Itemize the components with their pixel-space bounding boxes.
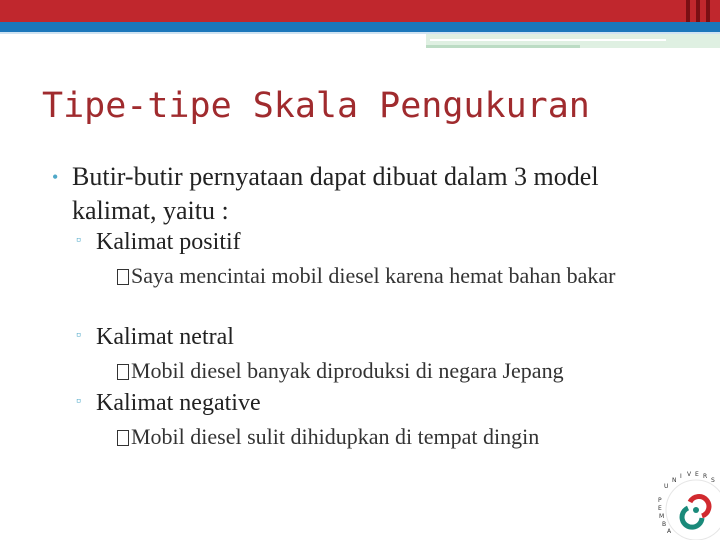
svg-text:U: U xyxy=(664,483,669,490)
list-subitem-text: Mobil diesel banyak diproduksi di negara Jepang xyxy=(131,358,564,383)
list-item-label: Kalimat positif xyxy=(96,229,241,255)
svg-text:I: I xyxy=(680,473,682,480)
hollow-square-bullet-icon: ▫ xyxy=(76,233,81,248)
square-bullet-icon xyxy=(117,430,129,446)
main-bullet xyxy=(52,160,672,228)
university-seal-icon xyxy=(650,462,720,540)
list-subitem-text: Saya mencintai mobil diesel karena hemat bahan bakar xyxy=(131,263,616,288)
svg-text:N: N xyxy=(672,477,677,484)
list-item-label: Kalimat netral xyxy=(96,324,234,350)
square-bullet-icon xyxy=(117,364,129,380)
list-subitem xyxy=(117,357,564,385)
list-item xyxy=(76,390,261,417)
svg-text:B: B xyxy=(662,521,667,528)
list-subitem xyxy=(117,423,539,451)
list-item xyxy=(76,229,241,256)
svg-text:S: S xyxy=(711,477,715,484)
svg-text:E: E xyxy=(695,471,699,478)
slide-title: Tipe-tipe Skala Pengukuran xyxy=(42,86,590,126)
svg-text:R: R xyxy=(703,473,708,480)
bullet-dot-icon: • xyxy=(52,167,59,187)
square-bullet-icon xyxy=(117,269,129,285)
main-bullet-text: Butir-butir pernyataan dapat dibuat dalam 3 model kalimat, yaitu : xyxy=(72,162,599,225)
svg-text:P: P xyxy=(658,497,662,504)
list-subitem-text: Mobil diesel sulit dihidupkan di tempat dingin xyxy=(131,424,540,449)
university-logo xyxy=(650,462,720,540)
svg-text:E: E xyxy=(658,505,662,512)
svg-text:V: V xyxy=(687,471,692,478)
list-item xyxy=(76,324,234,351)
list-item-label: Kalimat negative xyxy=(96,390,261,416)
list-subitem xyxy=(117,262,657,290)
hollow-square-bullet-icon: ▫ xyxy=(76,328,81,343)
svg-text:A: A xyxy=(667,528,672,535)
hollow-square-bullet-icon: ▫ xyxy=(76,394,81,409)
svg-text:M: M xyxy=(659,513,665,520)
